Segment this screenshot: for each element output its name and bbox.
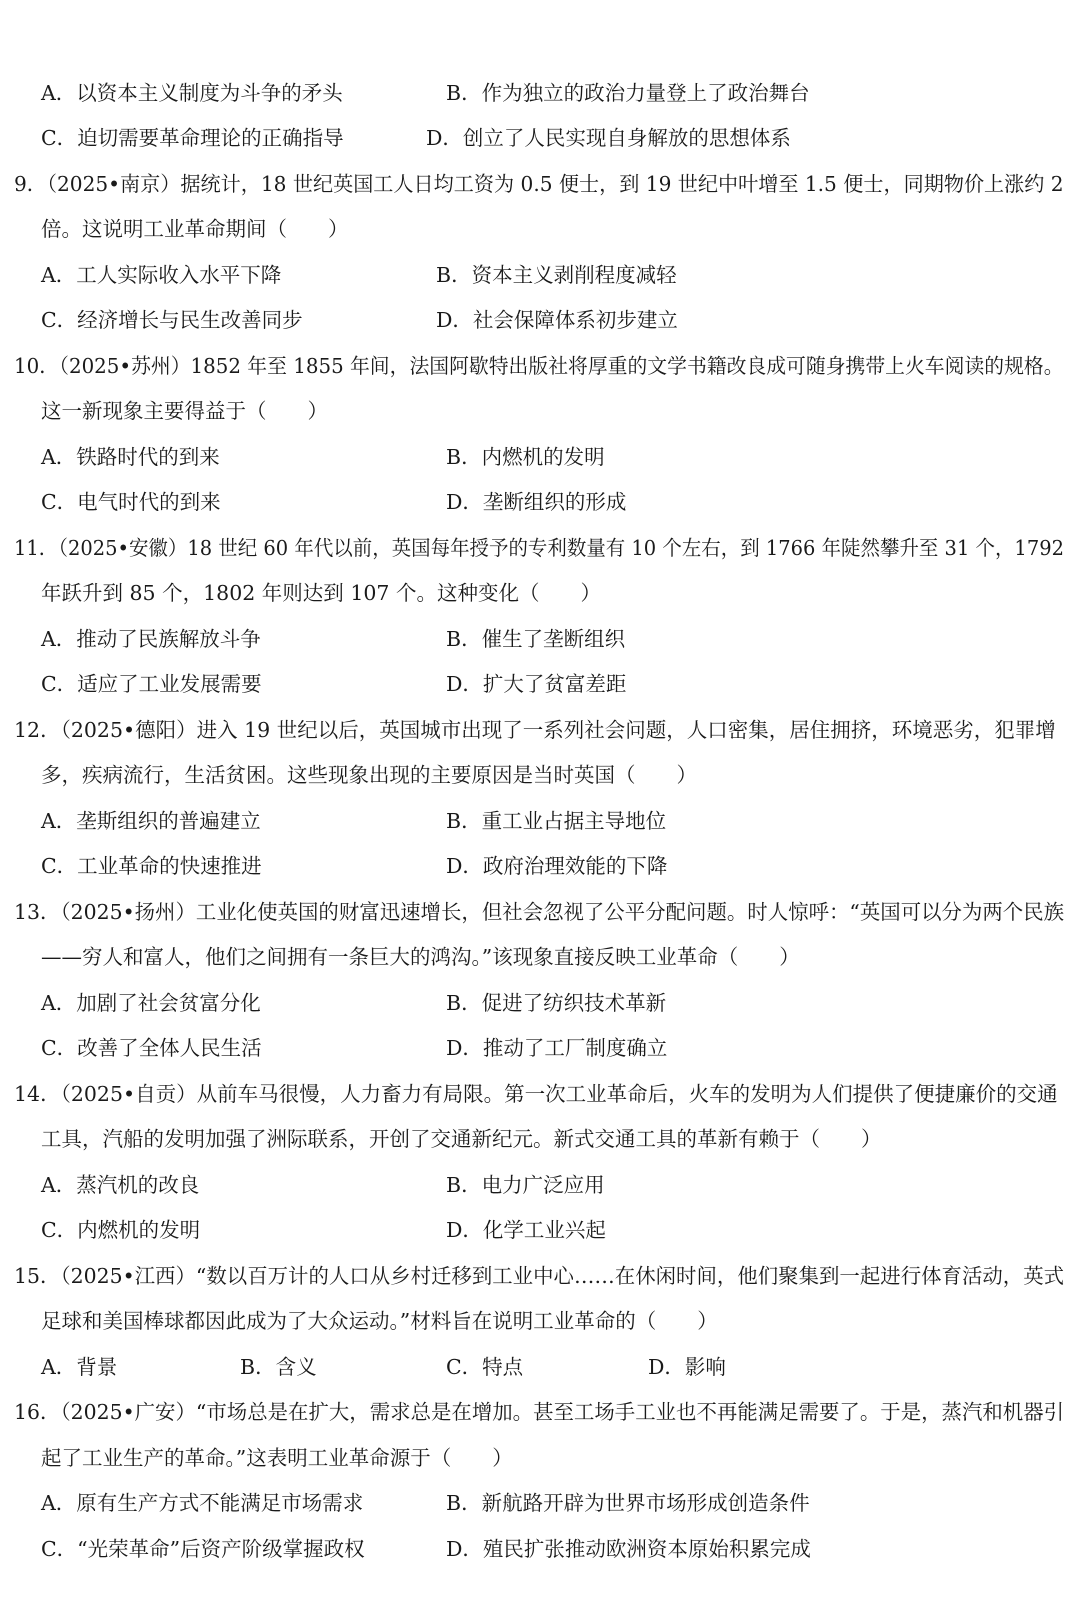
question-text: 11．（2025•安徽）18 世纪 60 年代以前，英国每年授予的专利数量有 10 个左右，到 1766 年陡然攀升至 31 个，1792 [14, 536, 1064, 560]
question-16-stem-cont [0, 1441, 1080, 1475]
option-d: D．影响 [648, 1355, 726, 1379]
question-text: 15．（2025•江西）“数以百万计的人口从乡村迁移到工业中心……在休闲时间，他们聚集到一起进行体育活动，英式 [14, 1264, 1065, 1288]
question-text: 14．（2025•自贡）从前车马很慢，人力畜力有局限。第一次工业革命后，火车的发明为人们提供了便捷廉价的交通 [14, 1082, 1058, 1106]
option-c: C．改善了全体人民生活 [41, 1036, 262, 1060]
option-row [0, 804, 1080, 838]
option-d: D．化学工业兴起 [446, 1218, 606, 1242]
option-c: C．电气时代的到来 [41, 490, 221, 514]
option-row [0, 1031, 1080, 1065]
option-a: A．以资本主义制度为斗争的矛头 [41, 81, 343, 105]
question-13-stem [0, 895, 1080, 929]
option-b: B．作为独立的政治力量登上了政治舞台 [446, 81, 810, 105]
option-d: D．殖民扩张推动欧洲资本原始积累完成 [446, 1537, 811, 1561]
question-text: ——穷人和富人，他们之间拥有一条巨大的鸿沟。”该现象直接反映工业革命（ ） [41, 945, 800, 969]
option-a: A．铁路时代的到来 [41, 445, 220, 469]
option-a: A．背景 [41, 1355, 118, 1379]
question-13-stem-cont [0, 940, 1080, 974]
option-row [0, 1213, 1080, 1247]
option-row [0, 76, 1080, 110]
option-a: A．垄斯组织的普遍建立 [41, 809, 261, 833]
option-row [0, 258, 1080, 292]
option-c: C．内燃机的发明 [41, 1218, 201, 1242]
question-14-stem-cont [0, 1122, 1080, 1156]
question-12-stem-cont [0, 758, 1080, 792]
option-b: B．催生了垄断组织 [446, 627, 626, 651]
option-b: B．内燃机的发明 [446, 445, 605, 469]
question-10-stem-cont [0, 394, 1080, 428]
question-text: 年跃升到 85 个，1802 年则达到 107 个。这种变化（ ） [41, 581, 601, 605]
question-16-stem [0, 1395, 1080, 1429]
question-14-stem [0, 1077, 1080, 1111]
question-11-stem [0, 531, 1080, 565]
option-d: D．政府治理效能的下降 [446, 854, 668, 878]
option-row [0, 440, 1080, 474]
option-c: C．“光荣革命”后资产阶级掌握政权 [41, 1537, 365, 1561]
option-row [0, 1486, 1080, 1520]
option-d: D．垄断组织的形成 [446, 490, 627, 514]
question-10-stem [0, 349, 1080, 383]
question-15-stem [0, 1259, 1080, 1293]
option-c: C．适应了工业发展需要 [41, 672, 262, 696]
option-a: A．加剧了社会贫富分化 [41, 991, 261, 1015]
question-text: 13．（2025•扬州）工业化使英国的财富迅速增长，但社会忽视了公平分配问题。时人惊呼：“英国可以分为两个民族 [14, 900, 1065, 924]
question-text: 10．（2025•苏州）1852 年至 1855 年间，法国阿歇特出版社将厚重的文学书籍改良成可随身携带上火车阅读的规格。 [14, 354, 1064, 378]
option-row [0, 303, 1080, 337]
option-row [0, 667, 1080, 701]
option-row [0, 121, 1080, 155]
option-c: C．特点 [446, 1355, 524, 1379]
option-a: A．蒸汽机的改良 [41, 1173, 200, 1197]
question-text: 倍。这说明工业革命期间（ ） [41, 217, 349, 241]
option-c: C．经济增长与民生改善同步 [41, 308, 303, 332]
option-row [0, 622, 1080, 656]
option-row [0, 1168, 1080, 1202]
option-a: A．推动了民族解放斗争 [41, 627, 261, 651]
question-9-stem [0, 167, 1080, 201]
question-text: 9．（2025•南京）据统计，18 世纪英国工人日均工资为 0.5 便士，到 19 世纪中叶增至 1.5 便士，同期物价上涨约 2 [14, 172, 1064, 196]
question-12-stem [0, 713, 1080, 747]
option-b: B．含义 [240, 1355, 317, 1379]
question-text: 12．（2025•德阳）进入 19 世纪以后，英国城市出现了一系列社会问题，人口密集，居住拥挤，环境恶劣，犯罪增 [14, 718, 1056, 742]
option-d: D．创立了人民实现自身解放的思想体系 [426, 126, 791, 150]
option-row [0, 485, 1080, 519]
option-d: D．社会保障体系初步建立 [436, 308, 678, 332]
question-text: 起了工业生产的革命。”这表明工业革命源于（ ） [41, 1446, 513, 1470]
question-15-stem-cont [0, 1304, 1080, 1338]
option-d: D．推动了工厂制度确立 [446, 1036, 668, 1060]
option-row [0, 1532, 1080, 1566]
option-row [0, 986, 1080, 1020]
question-text: 足球和美国棒球都因此成为了大众运动。”材料旨在说明工业革命的（ ） [41, 1309, 718, 1333]
question-text: 16．（2025•广安）“市场总是在扩大，需求总是在增加。甚至工场手工业也不再能满足需要了。于是，蒸汽和机器引 [14, 1400, 1065, 1424]
option-a: A．原有生产方式不能满足市场需求 [41, 1491, 364, 1515]
option-c: C．迫切需要革命理论的正确指导 [41, 126, 344, 150]
question-text: 工具，汽船的发明加强了洲际联系，开创了交通新纪元。新式交通工具的革新有赖于（ ） [41, 1127, 882, 1151]
option-b: B．促进了纺织技术革新 [446, 991, 667, 1015]
option-b: B．新航路开辟为世界市场形成创造条件 [446, 1491, 810, 1515]
question-11-stem-cont [0, 576, 1080, 610]
option-b: B．重工业占据主导地位 [446, 809, 667, 833]
question-text: 多，疾病流行，生活贫困。这些现象出现的主要原因是当时英国（ ） [41, 763, 697, 787]
option-row [0, 849, 1080, 883]
option-c: C．工业革命的快速推进 [41, 854, 262, 878]
option-d: D．扩大了贫富差距 [446, 672, 627, 696]
option-row [0, 1350, 1080, 1384]
question-text: 这一新现象主要得益于（ ） [41, 399, 328, 423]
option-b: B．资本主义剥削程度减轻 [436, 263, 677, 287]
option-a: A．工人实际收入水平下降 [41, 263, 282, 287]
question-9-stem-cont [0, 212, 1080, 246]
option-b: B．电力广泛应用 [446, 1173, 605, 1197]
